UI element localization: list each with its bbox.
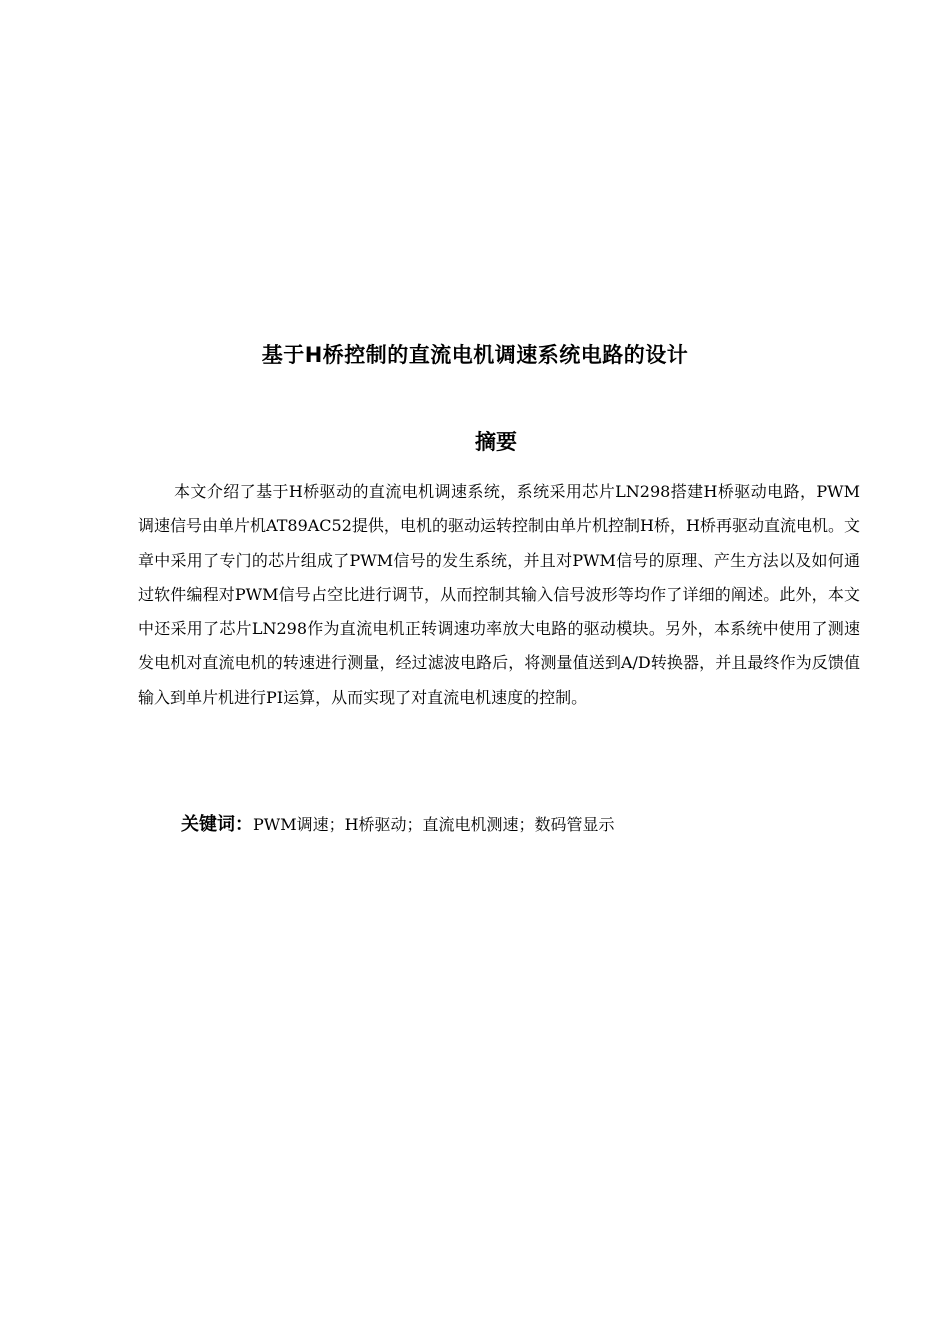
abstract-heading: 摘要 — [475, 430, 517, 454]
keywords-text: PWM调速；H桥驱动；直流电机测速；数码管显示 — [253, 815, 615, 834]
abstract-body: 本文介绍了基于H桥驱动的直流电机调速系统，系统采用芯片LN298搭建H桥驱动电路，PWM调速信号由单片机AT89AC52提供，电机的驱动运转控制由单片机控制H桥，H桥再驱动直流电机。文章中采用了专门的芯片组成了PWM信号的发生系统，并且对PWM信号的原理、产生方法以及如何通过软件编程对PWM信号占空比进行调节，从而控制其输入信号波形等均作了详细的阐述。此外，本文中还采用了芯片LN298作为直流电机正转调速功率放大电路的驱动模块。另外，本系统中使用了测速发电机对直流电机的转速进行测量，经过滤波电路后，将测量值送到A/D转换器，并且最终作为反馈值输入到单片机进行PI运算，从而实现了对直流电机速度的控制。 — [138, 482, 860, 707]
document-title: 基于H桥控制的直流电机调速系统电路的设计 — [261, 343, 689, 367]
keywords-line — [181, 808, 861, 842]
keywords-label: 关键词： — [181, 814, 253, 835]
